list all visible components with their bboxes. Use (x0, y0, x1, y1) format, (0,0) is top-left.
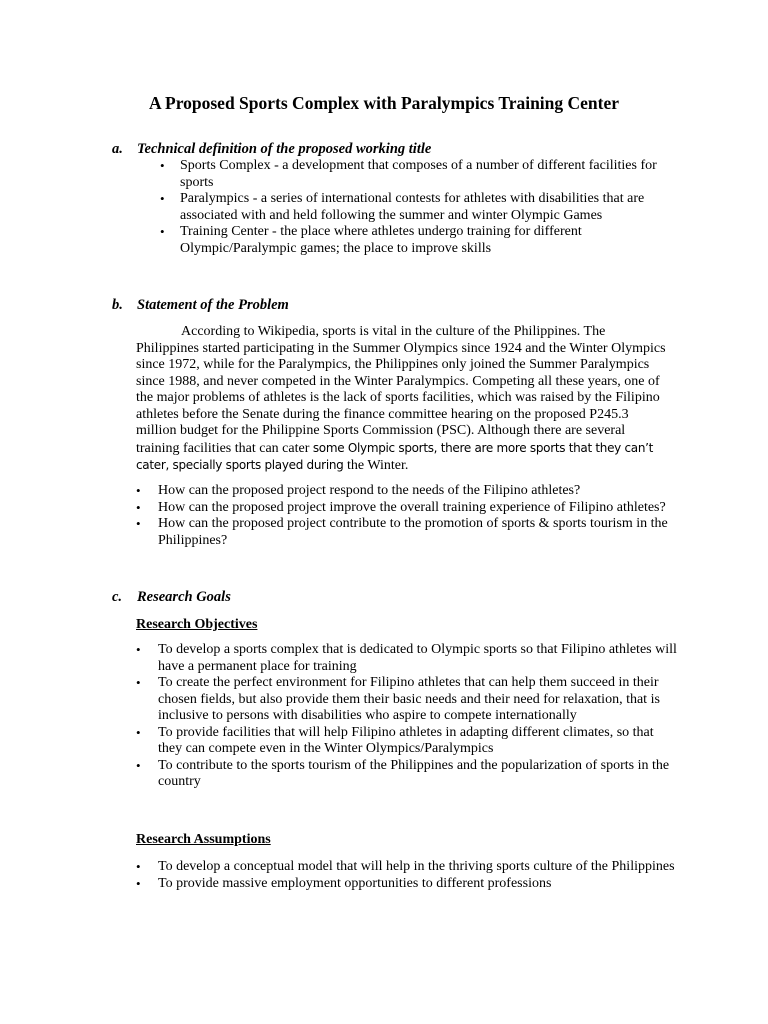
bullet-icon: • (160, 158, 165, 173)
bullet-icon: • (136, 675, 141, 690)
list-item (136, 642, 678, 675)
list-item-text: To develop a conceptual model that will help in the thriving sports culture of the Philippines (158, 859, 675, 874)
list-item (160, 191, 680, 224)
problem-questions-list (136, 483, 678, 549)
section-c-letter: c. (112, 589, 123, 605)
list-item (136, 675, 678, 725)
section-a-title: Technical definition of the proposed working title (137, 141, 432, 157)
research-assumptions-heading: Research Assumptions (136, 832, 271, 847)
section-a-letter: a. (112, 141, 123, 157)
list-item (136, 483, 678, 500)
list-item (160, 158, 680, 191)
section-b-title: Statement of the Problem (137, 297, 289, 313)
list-item (136, 516, 678, 549)
bullet-icon: • (136, 724, 141, 740)
list-item (136, 875, 678, 893)
list-item-text: Paralympics - a series of international contests for athletes with disabilities that are associated with and held following the summer and winter Olympic Games (180, 191, 645, 223)
research-objectives-list (136, 642, 678, 791)
bullet-icon: • (136, 642, 141, 657)
list-item-text: How can the proposed project respond to the needs of the Filipino athletes? (158, 483, 581, 498)
list-item (136, 724, 678, 758)
bullet-icon: • (136, 516, 141, 531)
list-item-text: To develop a sports complex that is dedicated to Olympic sports so that Filipino athletes will have a permanent place for training (158, 642, 677, 674)
section-c-heading (112, 589, 231, 606)
paragraph-main-text: According to Wikipedia, sports is vital in the culture of the Philippines. The Philippines started participating in the Summer Olympics since 1924 and the Winter Olympics since 1972, while for the Paralympics, the Philippines only joined the Summer Paralympics since 1988, and never competed in the Winter Paralympics. Competing all these years, one of the major problems of athletes is the lack of sports facilities, which was raised by the Filipino athletes before the Senate during the finance committee hearing on the proposed P245.3 million budget for the Philippine Sports Commission (PSC). Although there are several training facilities that can cater (136, 324, 666, 456)
research-objectives-heading: Research Objectives (136, 617, 258, 632)
section-c-title: Research Goals (137, 589, 231, 605)
bullet-icon: • (160, 191, 165, 206)
list-item (136, 499, 678, 517)
definition-list (160, 158, 680, 257)
section-a-heading (112, 141, 431, 158)
list-item-text: To provide facilities that will help Filipino athletes in adapting different climates, so that they can compete even in the Winter Olympics/Paralympics (158, 724, 654, 756)
list-item (136, 757, 678, 791)
bullet-icon: • (136, 859, 141, 874)
bullet-icon: • (136, 875, 141, 891)
paragraph-sans-text: some Olympic sports, there are more sports that they can’t cater, specially sports played during (136, 440, 654, 472)
list-item-text: How can the proposed project contribute to the promotion of sports & sports tourism in the Philippines? (158, 516, 668, 548)
bullet-icon: • (136, 757, 141, 773)
research-assumptions-list (136, 859, 678, 892)
section-b-heading (112, 297, 289, 314)
list-item (160, 224, 680, 257)
bullet-icon: • (136, 499, 141, 515)
bullet-icon: • (160, 224, 165, 239)
list-item-text: To create the perfect environment for Filipino athletes that can help them succeed in their chosen fields, but also provide them their basic needs and their need for relaxation, that is inclusive to persons with disabilities who aspire to compete internationally (158, 675, 660, 723)
paragraph-end-text: the Winter. (346, 458, 409, 473)
document-title: A Proposed Sports Complex with Paralympics Training Center (148, 93, 620, 113)
section-b-letter: b. (112, 297, 123, 313)
list-item-text: Training Center - the place where athletes undergo training for different Olympic/Paralympic games; the place to improve skills (180, 224, 582, 256)
list-item-text: Sports Complex - a development that composes of a number of different facilities for sports (180, 158, 657, 190)
list-item-text: To contribute to the sports tourism of the Philippines and the popularization of sports in the country (158, 757, 670, 789)
problem-paragraph (136, 324, 668, 475)
bullet-icon: • (136, 483, 141, 498)
list-item (136, 859, 678, 876)
list-item-text: To provide massive employment opportunities to different professions (158, 875, 552, 891)
list-item-text: How can the proposed project improve the overall training experience of Filipino athletes? (158, 499, 666, 515)
